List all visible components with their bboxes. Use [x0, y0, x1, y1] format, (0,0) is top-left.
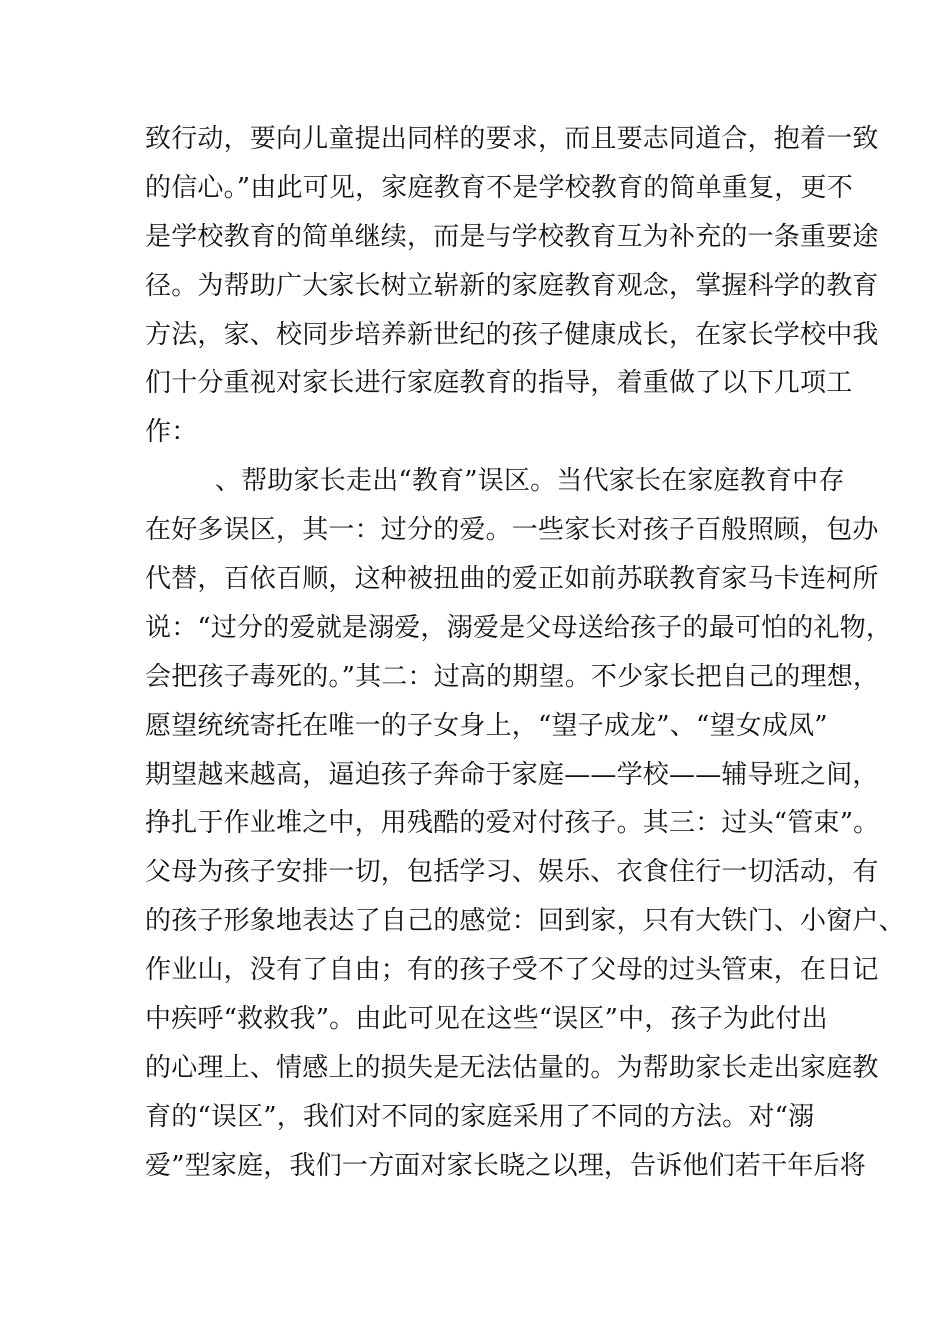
- text-line: 会把孩子毒死的。”其二：过高的期望。不少家长把自己的理想，: [145, 661, 880, 692]
- text-line: 在好多误区，其一：过分的爱。一些家长对孩子百般照顾，包办: [145, 515, 879, 546]
- document-body: [145, 115, 905, 1191]
- text-line: 爱”型家庭，我们一方面对家长晓之以理，告诉他们若干年后将: [145, 1150, 866, 1181]
- text-line: 致行动，要向儿童提出同样的要求，而且要志同道合，抱着一致: [145, 124, 879, 154]
- text-line: 挣扎于作业堆之中，用残酷的爱对付孩子。其三：过头“管束”。: [145, 808, 880, 839]
- paragraph-2: [145, 457, 905, 1190]
- text-line: 的信心。”由此可见，家庭教育不是学校教育的简单重复，更不: [145, 172, 853, 203]
- text-line: 的孩子形象地表达了自己的感觉：回到家，只有大铁门、小窗户、: [145, 906, 905, 937]
- text-line: 育的“误区”，我们对不同的家庭采用了不同的方法。对“溺: [145, 1101, 815, 1132]
- text-line: 父母为孩子安排一切，包括学习、娱乐、衣食住行一切活动，有: [145, 857, 879, 888]
- text-line: 、帮助家长走出“教育”误区。当代家长在家庭教育中存: [215, 466, 845, 497]
- text-line: 径。为帮助广大家长树立崭新的家庭教育观念，掌握科学的教育: [145, 270, 879, 301]
- text-line: 方法，家、校同步培养新世纪的孩子健康成长，在家长学校中我: [145, 319, 879, 350]
- text-line: 说：“过分的爱就是溺爱，溺爱是父母送给孩子的最可怕的礼物，: [145, 612, 893, 643]
- text-line: 愿望统统寄托在唯一的子女身上，“望子成龙”、“望女成凤”: [145, 710, 828, 741]
- text-line: 作业山，没有了自由；有的孩子受不了父母的过头管束，在日记: [145, 955, 879, 986]
- text-line: 是学校教育的简单继续，而是与学校教育互为补充的一条重要途: [145, 221, 879, 252]
- text-line: 代替，百依百顺，这种被扭曲的爱正如前苏联教育家马卡连柯所: [145, 564, 879, 595]
- paragraph-1: [145, 115, 879, 457]
- text-line: 们十分重视对家长进行家庭教育的指导，着重做了以下几项工: [145, 368, 853, 399]
- text-line: 中疾呼“救救我”。由此可见在这些“误区”中，孩子为此付出: [145, 1004, 828, 1035]
- text-line: 期望越来越高，逼迫孩子奔命于家庭——学校——辅导班之间，: [145, 759, 879, 790]
- text-line: 的心理上、情感上的损失是无法估量的。为帮助家长走出家庭教: [145, 1052, 879, 1083]
- text-line: 作：: [145, 417, 198, 448]
